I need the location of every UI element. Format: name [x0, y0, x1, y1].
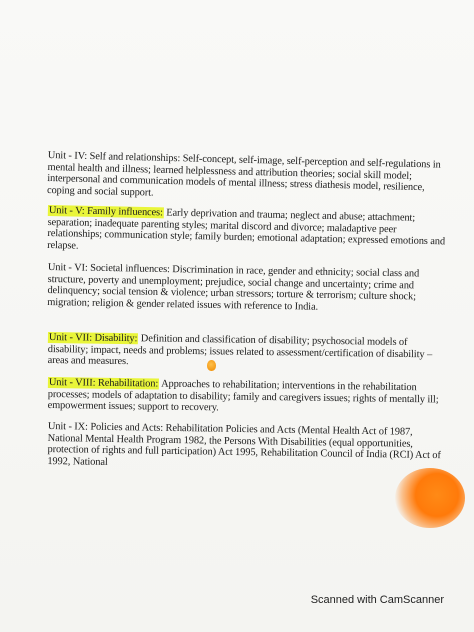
unit-iv-label: Unit - IV:: [47, 150, 88, 162]
unit-viii-label: Unit - VIII: Rehabilitation:: [48, 377, 159, 390]
unit-vii-text: Definition and classification of disability; psychosocial models of disability; impact, needs and problems; issues related to assessment/certification of disability – areas and measures.: [47, 333, 433, 368]
unit-v-text: Early deprivation and trauma; neglect and abuse; attachment; separation; inadequate parenting styles; marital discord and divorce; maladaptive peer relationships; communication style; family burden; emotional adaptation; expressed emotions and relapse.: [47, 207, 446, 252]
unit-viii-block: [48, 377, 446, 417]
unit-iv-text: Self and relationships: Self-concept, self-image, self-perception and self-regulations in mental health and illness; learned helplessness and attribution theories; social skill model; interpersonal and communication models of mental illness; stress diathesis model, resilience, coping and social support.: [46, 151, 441, 199]
unit-v-label: Unit - V: Family influences:: [48, 205, 163, 219]
unit-v-block: [47, 205, 446, 260]
unit-vii-label: Unit - VII: Disability:: [48, 332, 138, 345]
unit-vi-text: Societal influences: Discrimination in race, gender and ethnicity; social class and structure, poverty and unemployment; prejudice, social change and uncertainty; crime and delinquency; social tension & violence; urban stressors; torture & terrorism; culture shock; migration; religion & gender related issues with reference to India.: [47, 262, 420, 313]
unit-iv-block: [47, 150, 446, 206]
unit-vii-block: [48, 332, 446, 372]
orange-finger-smudge: [395, 468, 465, 528]
scanner-watermark: Scanned with CamScanner: [310, 594, 444, 606]
unit-ix-block: [47, 421, 446, 474]
unit-ix-text: Policies and Acts: Rehabilitation Policies and Acts (Mental Health Act of 1987, National Mental Health Program 1982, the Persons With Disabilities (equal opportunities, protection of rights and full participation) Act 1995, Rehabilitation Council of India (RCI) Act of 1992, National: [47, 421, 441, 468]
unit-ix-label: Unit - IX:: [47, 421, 88, 433]
unit-vi-label: Unit - VI:: [47, 262, 88, 274]
unit-viii-text: Approaches to rehabilitation; interventions in the rehabilitation processes; models of adaptation to disability; family and caregivers issues; rights of mentally ill; empowerment issues; support to recovery.: [47, 378, 439, 414]
unit-vi-block: [47, 262, 446, 315]
orange-marker-dot: [207, 360, 216, 371]
